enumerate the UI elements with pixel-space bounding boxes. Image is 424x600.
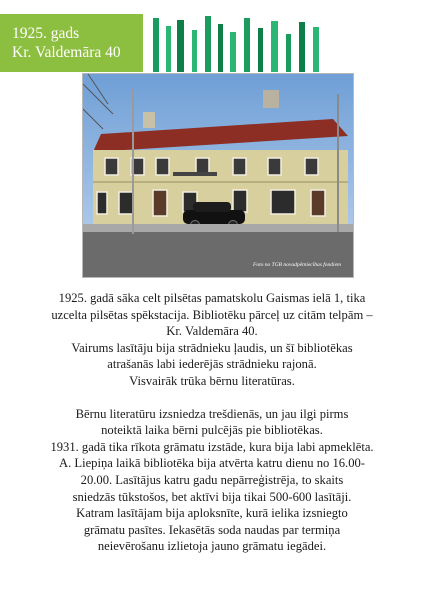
building-photo-image: [83, 74, 353, 277]
text-line: Katram lasītājam bija aploksnīte, kurā ielika izsniegto: [76, 506, 348, 521]
header-box: [0, 14, 143, 72]
header-year: 1925. gads: [12, 25, 80, 42]
photo-credit: Foto no TGB novadpētniecības fondiem: [253, 262, 341, 268]
text-line: noteiktā laika bērni pulcējās pie bibliotēkas.: [101, 423, 323, 438]
text-line: 20.00. Lasītājus katru gadu nepārreģistrēja, to skaits: [80, 472, 344, 487]
header-address: Kr. Valdemāra 40: [12, 44, 121, 61]
text-line: Kr. Valdemāra 40.: [166, 324, 258, 339]
body-text: [10, 290, 414, 555]
text-line: A. Liepiņa laikā bibliotēka bija atvērta katru dienu no 16.00-: [58, 456, 365, 471]
text-line: uzcelta pilsētas spēkstacija. Bibliotēku pārceļ uz citām telpām –: [51, 307, 373, 322]
text-line: neievērošanu izlietoja jauno grāmatu iegādei.: [97, 539, 327, 554]
paragraph-2: [10, 406, 414, 555]
books-icon: [150, 12, 330, 72]
text-line: Vairums lasītāju bija strādnieku ļaudis, un šī bibliotēkas: [71, 340, 353, 355]
text-line: grāmatu pasītes. Iekasētās soda naudas par termiņa: [83, 522, 341, 537]
text-line: Visvairāk trūka bērnu literatūras.: [129, 373, 295, 388]
building-photo: [82, 73, 354, 278]
text-line: Bērnu literatūru izsniedza trešdienās, un jau ilgi pirms: [75, 406, 349, 421]
text-line: sniedzās tūkstošos, bet aktīvi bija tikai 500-600 lasītāji.: [72, 489, 352, 504]
text-line: atrašanās labi iederējās strādnieku rajonā.: [107, 357, 317, 372]
paragraph-1: [10, 290, 414, 390]
text-line: 1925. gadā sāka celt pilsētas pamatskolu Gaismas ielā 1, tika: [58, 291, 366, 305]
text-line: 1931. gadā tika rīkota grāmatu izstāde, kura bija labi apmeklēta.: [50, 439, 374, 454]
